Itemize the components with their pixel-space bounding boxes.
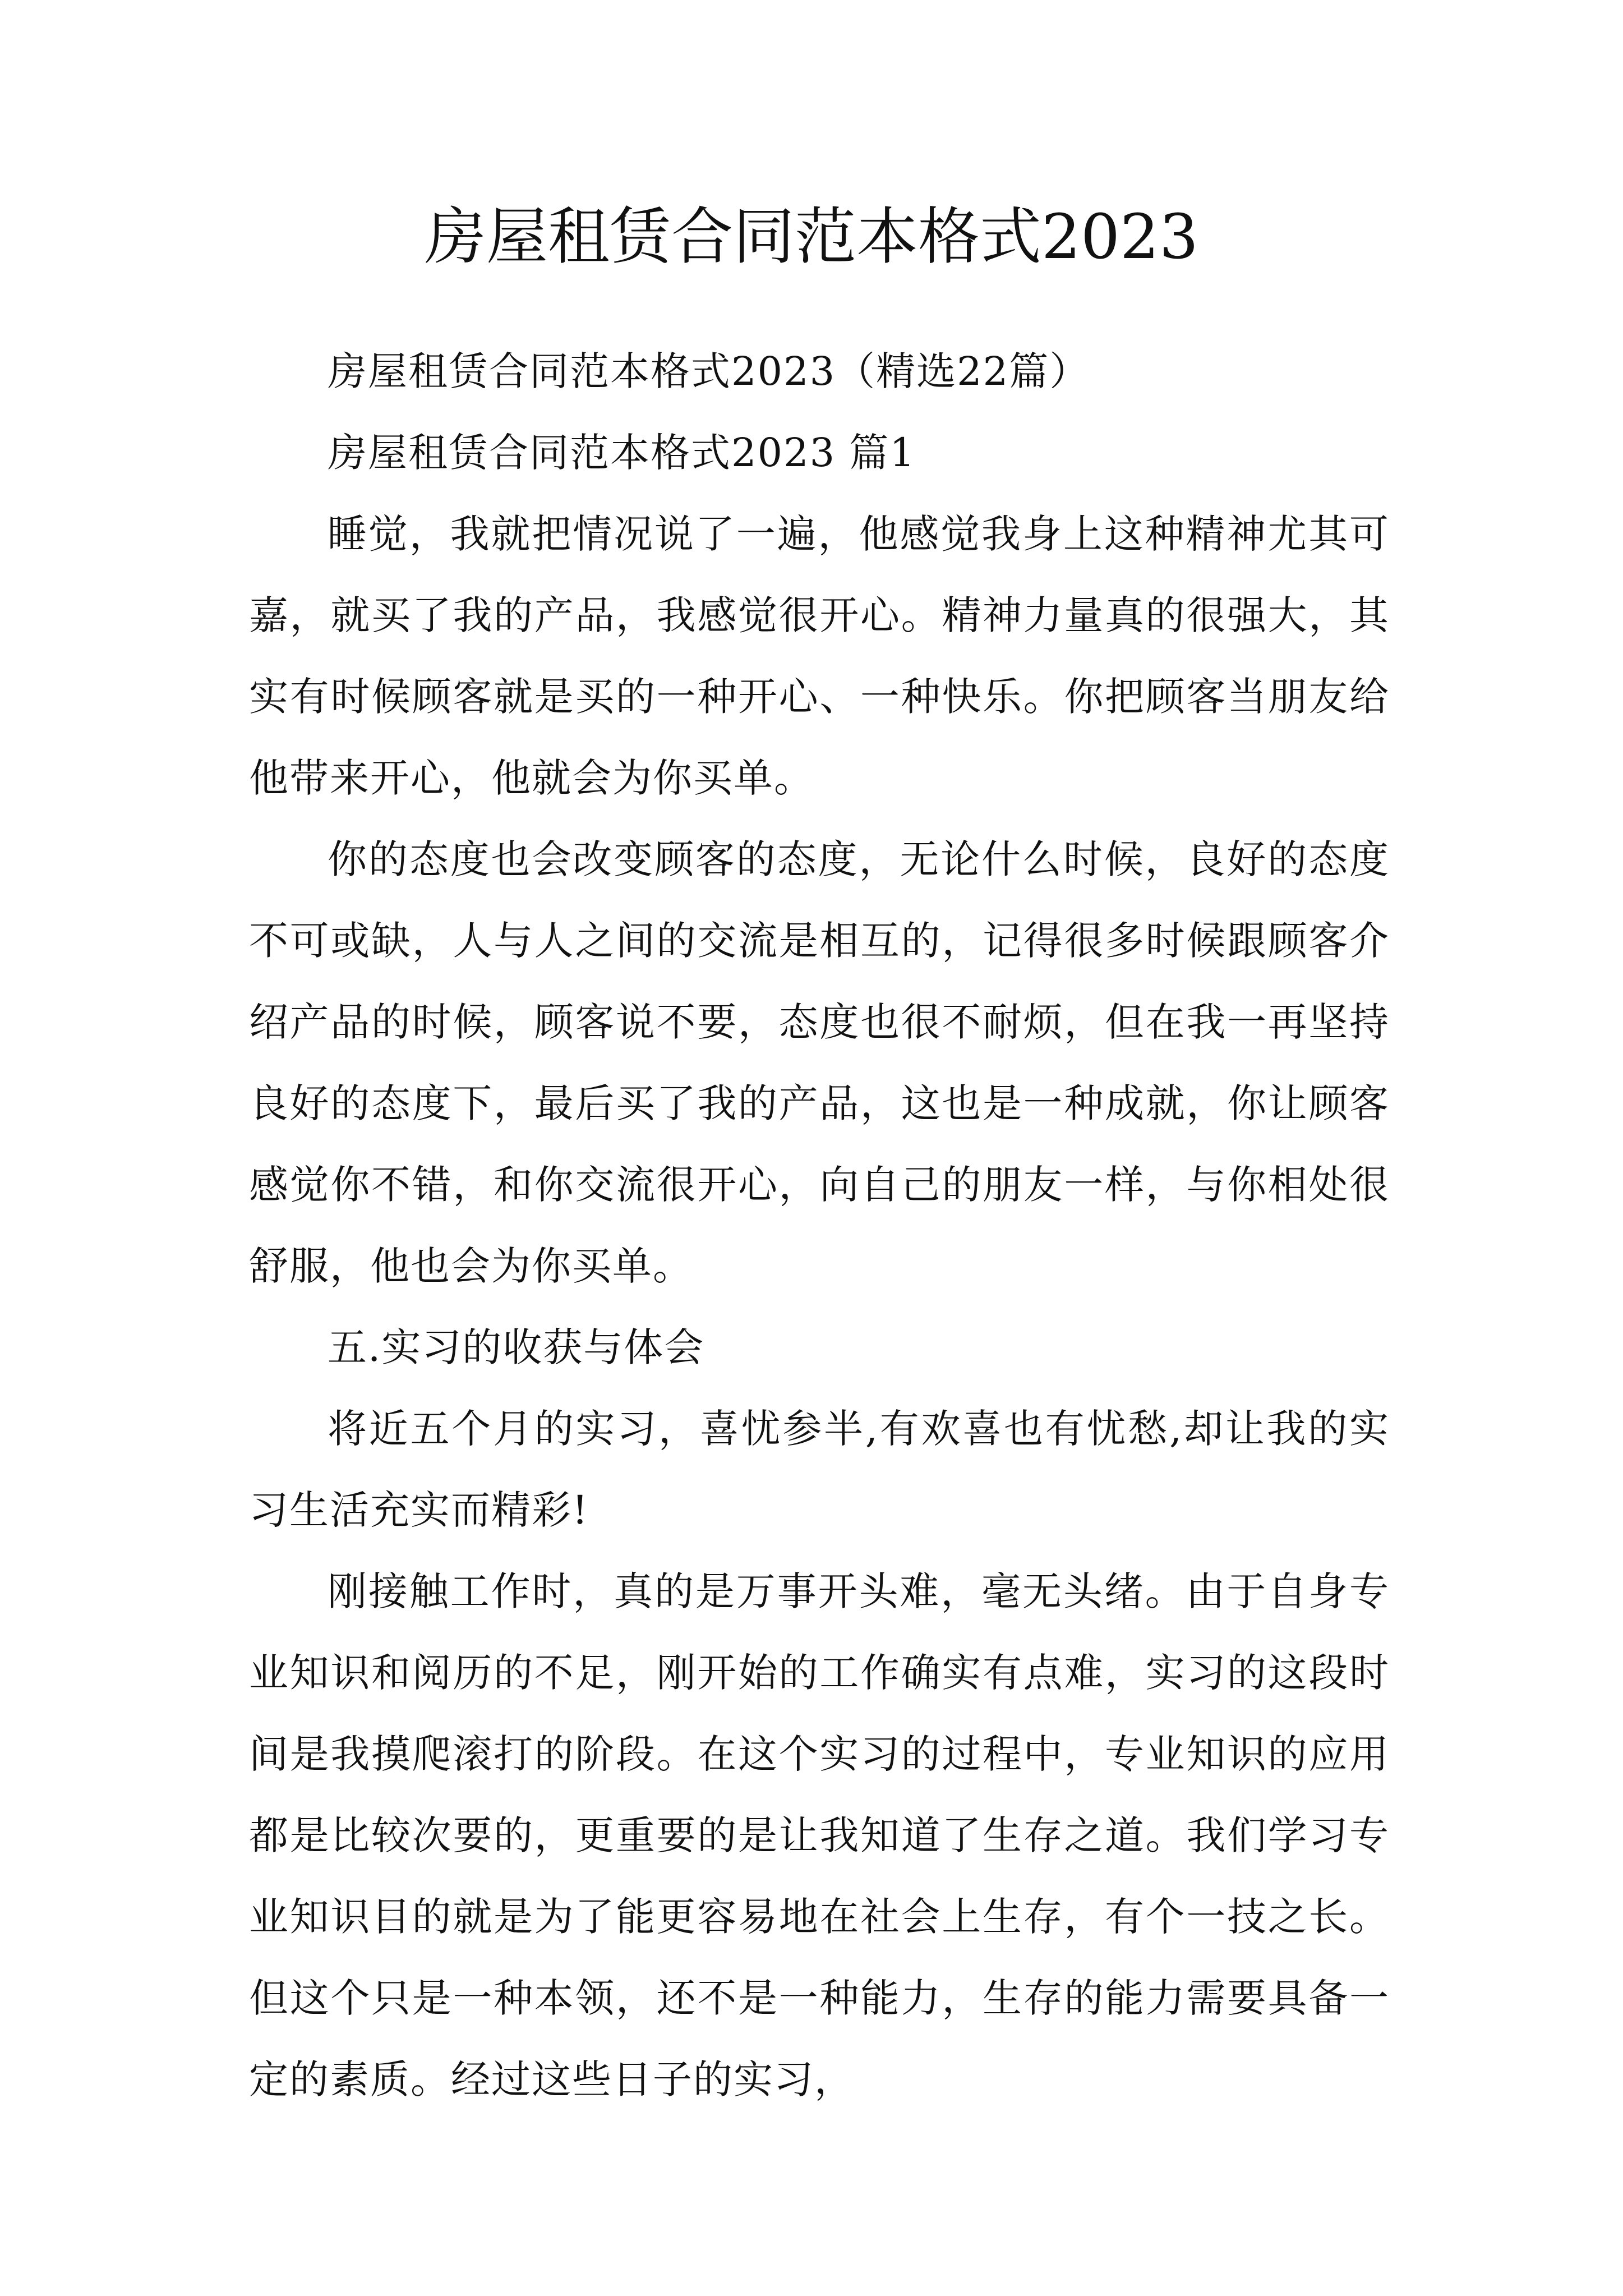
section-heading: 房屋租赁合同范本格式2023 篇1 <box>328 430 916 476</box>
section-heading: 五.实习的收获与体会 <box>328 1324 705 1370</box>
document-title: 房屋租赁合同范本格式2023 <box>425 201 1198 273</box>
body-paragraph: 刚接触工作时，真的是万事开头难，毫无头绪。由于自身专业知识和阅历的不足，刚开始的工作确实有点难，实习的这段时间是我摸爬滚打的阶段。在这个实习的过程中，专业知识的应用都是比较次要的，更重要的是让我知道了生存之道。我们学习专业知识目的就是为了能更容易地在社会上生存，有个一技之长。但这个只是一种本领，还不是一种能力，生存的能力需要具备一定的素质。经过这些日子的实习， <box>249 1568 1390 2102</box>
subtitle-paragraph: 房屋租赁合同范本格式2023（精选22篇） <box>328 348 1090 394</box>
document-body <box>249 331 1390 2120</box>
body-paragraph: 你的态度也会改变顾客的态度，无论什么时候，良好的态度不可或缺，人与人之间的交流是相互的，记得很多时候跟顾客介绍产品的时候，顾客说不要，态度也很不耐烦，但在我一再坚持良好的态度下，最后买了我的产品，这也是一种成就，你让顾客感觉你不错，和你交流很开心，向自己的朋友一样，与你相处很舒服，他也会为你买单。 <box>249 836 1390 1289</box>
body-paragraph: 将近五个月的实习，喜忧参半,有欢喜也有忧愁,却让我的实习生活充实而精彩! <box>249 1406 1390 1533</box>
body-paragraph: 睡觉，我就把情况说了一遍，他感觉我身上这种精神尤其可嘉，就买了我的产品，我感觉很开心。精神力量真的很强大，其实有时候顾客就是买的一种开心、一种快乐。你把顾客当朋友给他带来开心，他就会为你买单。 <box>249 511 1390 801</box>
